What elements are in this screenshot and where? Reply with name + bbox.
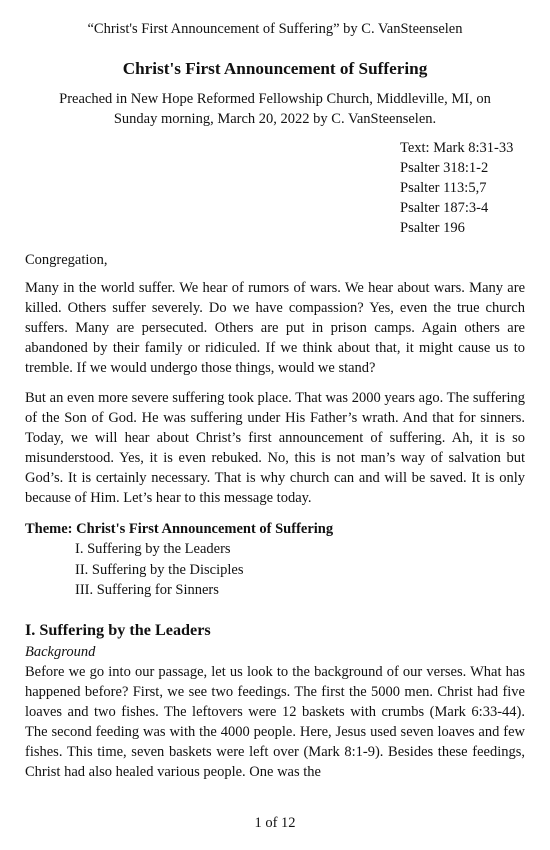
theme-block [25,519,525,601]
scripture-ref-psalter: Psalter 318:1-2 [400,160,489,176]
section-subheading: Background [25,644,96,660]
theme-outline [25,539,525,601]
scripture-references [400,138,513,238]
scripture-ref-text: Text: Mark 8:31-33 [400,140,514,156]
paragraph-intro-2: But an even more severe suffering took place. That was 2000 years ago. The suffering of the Son of God. He was suffering under His Father’s wrath. And that for sinners. Today, we will hear about Christ’s first announcement of suffering. Ah, it is so misunderstood. Yes, it is even rebuked. No, this is not man’s way of salvation but God’s. It is certainly necessary. That is why church can and will be saved. It is only because of Him. Let’s hear to this message today. [25,390,525,506]
theme-label: Theme: Christ's First Announcement of Suffering [25,521,334,537]
scripture-ref-psalter: Psalter 196 [400,220,465,236]
theme-point: I. Suffering by the Leaders [75,541,231,557]
section-heading: I. Suffering by the Leaders [25,621,211,639]
page-number: 1 of 12 [254,815,296,831]
sermon-subtitle: Preached in New Hope Reformed Fellowship Church, Middleville, MI, on Sunday morning, March 20, 2022 by C. VanSteenselen. [59,91,491,127]
page-title: Christ's First Announcement of Suffering [122,59,428,78]
scripture-ref-psalter: Psalter 113:5,7 [400,180,487,196]
running-header: “Christ's First Announcement of Suffering” by C. VanSteenselen [87,21,463,37]
theme-point: II. Suffering by the Disciples [75,561,244,578]
scripture-ref-psalter: Psalter 187:3-4 [400,200,489,216]
paragraph-intro-1: Many in the world suffer. We hear of rumors of wars. We hear about wars. Many are killed. Others suffer severely. Do we have compassion? Yes, even the true church suffers. Many are persecuted. Others are put in prison camps. Again others are abandoned by their family or ridiculed. If we think about that, it might cause us to tremble. If we would undergo those things, would we stand? [25,280,525,376]
theme-point: III. Suffering for Sinners [75,582,219,598]
section-paragraph: Before we go into our passage, let us look to the background of our verses. What has happened before? First, we see two feedings. The first the 5000 men. Christ had five loaves and two fishes. The leftovers were 12 baskets with crumbs (Mark 6:33-44). The second feeding was with the 4000 people. Here, Jesus used seven loaves and few fishes. This time, seven baskets were left over (Mark 8:1-9). Besides these feedings, Christ had also healed various people. One was the [25,664,525,780]
greeting: Congregation, [25,252,108,268]
